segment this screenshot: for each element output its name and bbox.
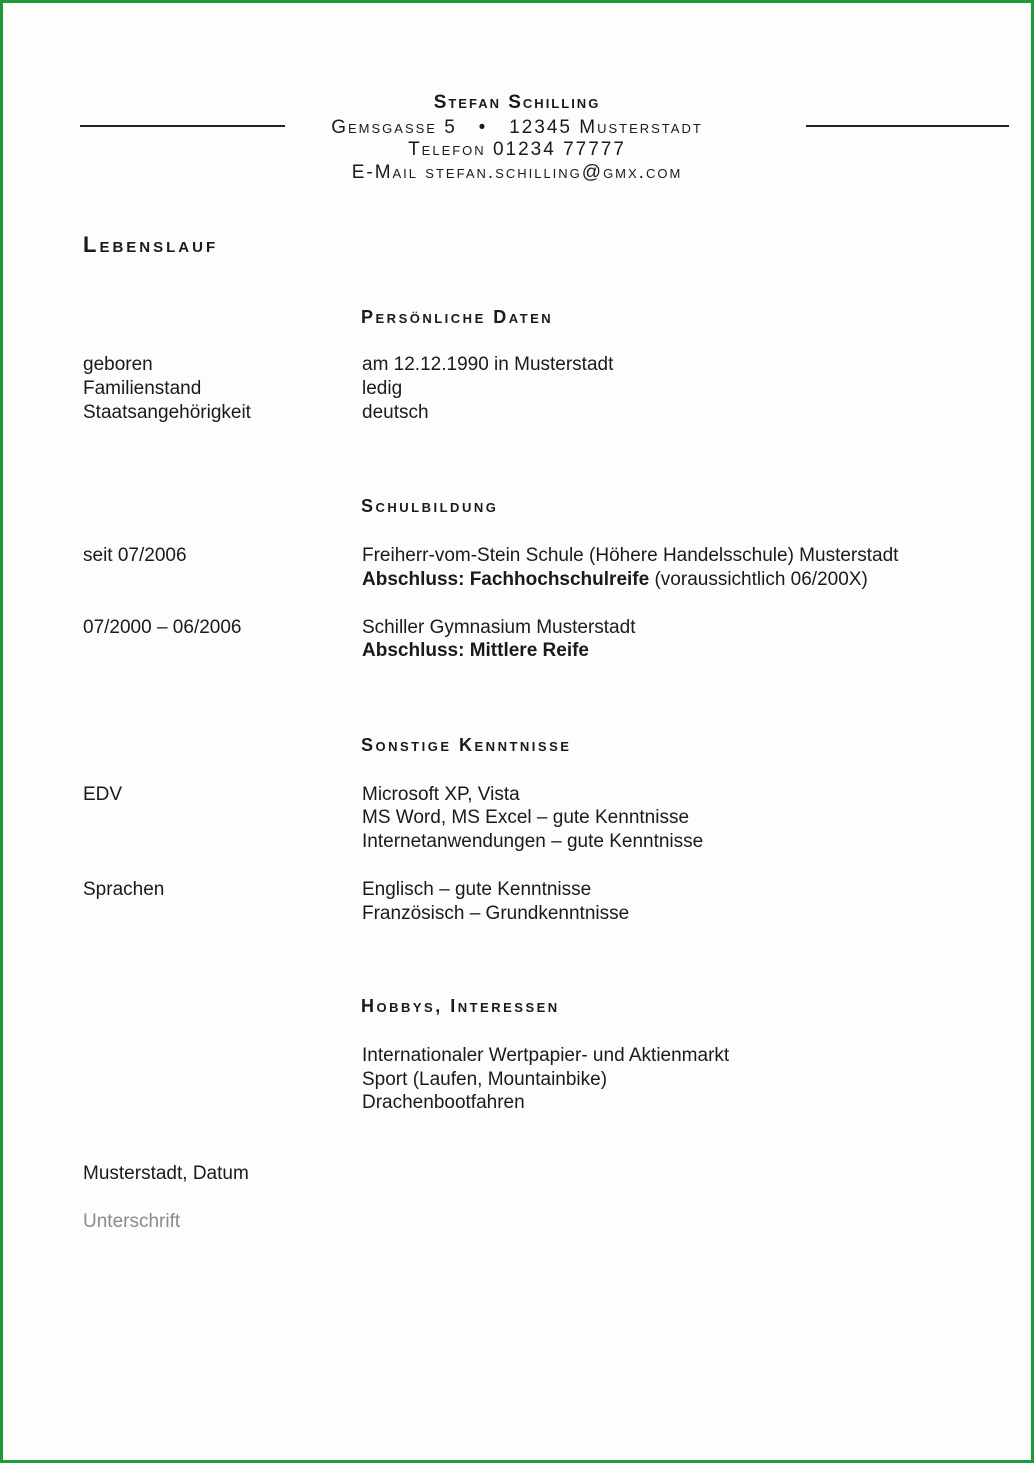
skills-label-edv: EDV: [83, 784, 123, 805]
hobby-item: Drachenbootfahren: [362, 1092, 525, 1113]
school-name: Schiller Gymnasium Musterstadt: [362, 617, 636, 638]
skills-label-languages: Sprachen: [83, 879, 165, 900]
personal-label-marital: Familienstand: [83, 378, 202, 399]
school-degree-line: [362, 639, 589, 663]
school-name: Freiherr-vom-Stein Schule (Höhere Handelsschule) Musterstadt: [362, 545, 899, 566]
school-period: seit 07/2006: [83, 545, 187, 566]
section-heading-skills: Sonstige Kenntnisse: [361, 735, 572, 755]
applicant-address: Gemsgasse 5 • 12345 Musterstadt: [331, 117, 703, 138]
personal-label-born: geboren: [83, 354, 153, 375]
personal-label-nationality: Staatsangehörigkeit: [83, 402, 251, 423]
personal-value-nationality: deutsch: [362, 402, 429, 423]
school-period: 07/2000 – 06/2006: [83, 617, 242, 638]
skills-edv-item: MS Word, MS Excel – gute Kenntnisse: [362, 807, 690, 828]
section-heading-hobbies: Hobbys, Interessen: [361, 996, 560, 1016]
document-title: Lebenslauf: [83, 232, 219, 257]
applicant-email: E-Mail stefan.schilling@gmx.com: [351, 162, 683, 183]
school-degree: Abschluss: Fachhochschulreife: [362, 569, 650, 590]
personal-value-born: am 12.12.1990 in Musterstadt: [362, 354, 614, 375]
section-heading-personal: Persönliche Daten: [361, 307, 554, 327]
applicant-name: Stefan Schilling: [433, 92, 601, 113]
skills-edv-item: Internetanwendungen – gute Kenntnisse: [362, 831, 704, 852]
school-degree-note: (voraussichtlich 06/200X): [649, 569, 868, 590]
place-date: Musterstadt, Datum: [83, 1163, 249, 1184]
personal-value-marital: ledig: [362, 378, 403, 399]
section-heading-school: Schulbildung: [361, 496, 499, 516]
applicant-phone: Telefon 01234 77777: [408, 139, 626, 160]
signature-placeholder: Unterschrift: [83, 1211, 181, 1232]
skills-edv-item: Microsoft XP, Vista: [362, 784, 520, 805]
skills-language-item: Französisch – Grundkenntnisse: [362, 903, 630, 924]
skills-language-item: Englisch – gute Kenntnisse: [362, 879, 592, 900]
hobby-item: Internationaler Wertpapier- und Aktienmarkt: [362, 1045, 730, 1066]
school-degree-line: [362, 568, 868, 592]
hobby-item: Sport (Laufen, Mountainbike): [362, 1069, 608, 1090]
school-degree: Abschluss: Mittlere Reife: [362, 640, 589, 661]
